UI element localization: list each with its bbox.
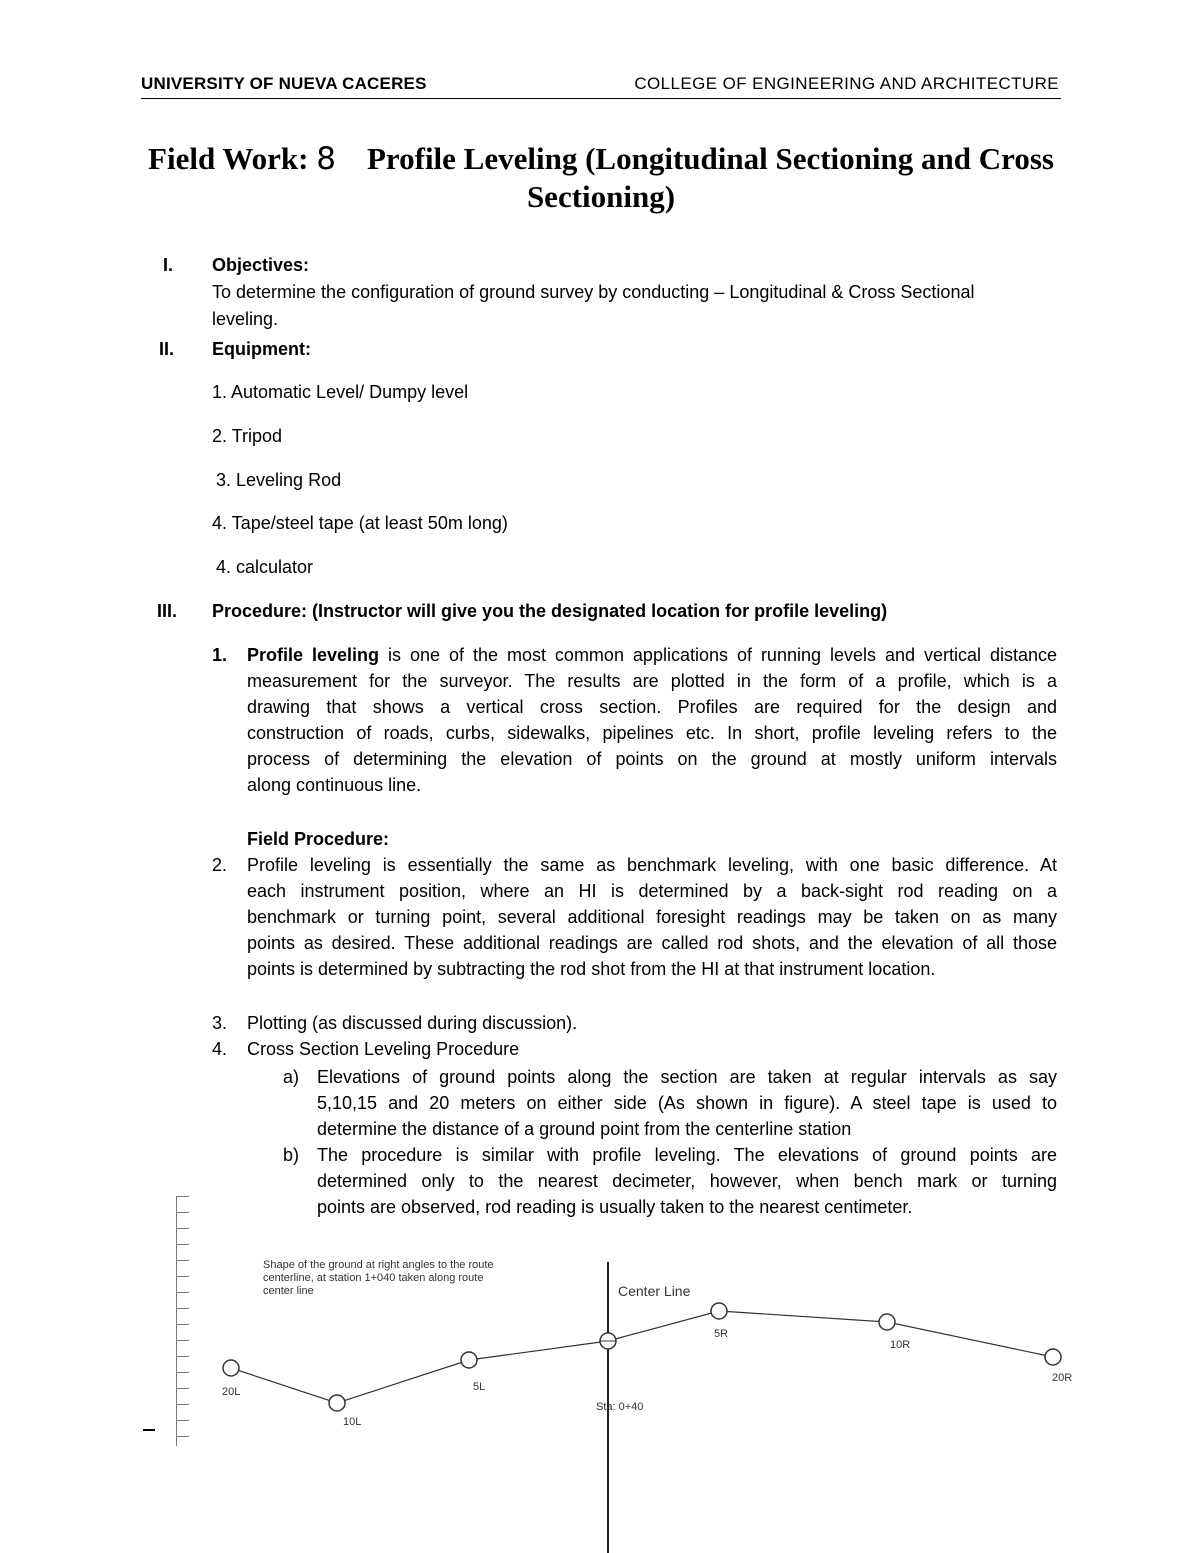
equipment-item: 3. Leveling Rod [216, 470, 342, 490]
station-point-10R [879, 1314, 895, 1330]
objectives-numeral: I. [163, 255, 174, 275]
equipment-item: 4. calculator [216, 557, 314, 577]
objectives-text-1: To determine the configuration of ground survey by conducting – Longitudinal & Cross Sectional [212, 282, 975, 302]
step-4-number: 4. [212, 1039, 228, 1059]
figure-caption-line: Shape of the ground at right angles to the route [263, 1259, 494, 1271]
step-4b-line: points are observed, rod reading is usually taken to the nearest centimeter. [317, 1197, 913, 1217]
step-4a-line: 5,10,15 and 20 meters on either side (As shown in figure). A steel tape is used to [317, 1093, 1057, 1113]
figure-caption-line: centerline, at station 1+040 taken along route [263, 1272, 484, 1284]
procedure-heading: Procedure: (Instructor will give you the designated location for profile leveling) [212, 601, 888, 621]
step-4a-line: Elevations of ground points along the section are taken at regular intervals as say [317, 1067, 1057, 1087]
station-label-text: Sta: 0+40 [596, 1401, 644, 1413]
center-line-label: Center Line [618, 1283, 691, 1299]
equipment-item: 2. Tripod [212, 426, 283, 446]
step-1-line: drawing that shows a vertical cross section. Profiles are required for the design and [247, 697, 1057, 717]
equipment-item: 1. Automatic Level/ Dumpy level [212, 382, 469, 402]
field-procedure-heading: Field Procedure: [247, 829, 390, 849]
step-1-line: construction of roads, curbs, sidewalks, pipelines etc. In short, profile leveling refers to the [247, 723, 1057, 743]
step-4-text: Cross Section Leveling Procedure [247, 1039, 520, 1059]
step-2-line: each instrument position, where an HI is determined by a back-sight rod reading on a [247, 881, 1057, 901]
step-1-line-rest: is one of the most common applications of running levels and vertical distance [388, 645, 1057, 665]
point-label-10L: 10L [343, 1416, 362, 1428]
step-2-number: 2. [212, 855, 228, 875]
title-number: 8 [316, 141, 336, 177]
station-point-20L [223, 1360, 239, 1376]
title-prefix: Field Work: [148, 141, 309, 176]
point-label-10R: 10R [890, 1339, 911, 1351]
station-point-20R [1045, 1349, 1061, 1365]
equipment-numeral: II. [159, 339, 175, 359]
step-4b-line: The procedure is similar with profile leveling. The elevations of ground points are [317, 1145, 1057, 1165]
step-2-line: Profile leveling is essentially the same as benchmark leveling, with one basic difference. At [247, 855, 1057, 875]
step-1-bold-lead: Profile leveling [247, 645, 380, 665]
title-line1-text: Profile Leveling (Longitudinal Sectioning and Cross [366, 141, 1054, 176]
step-4a-line: determine the distance of a ground point from the centerline station [317, 1119, 852, 1139]
header-university: UNIVERSITY OF NUEVA CACERES [141, 74, 427, 93]
point-label-5L: 5L [473, 1381, 486, 1393]
step-4b-label: b) [283, 1145, 300, 1165]
step-4a-label: a) [283, 1067, 300, 1087]
ground-profile [222, 1303, 1072, 1428]
step-3-number: 3. [212, 1013, 228, 1033]
objectives-text-2: leveling. [212, 309, 279, 329]
objectives-heading: Objectives: [212, 255, 310, 275]
procedure-numeral: III. [157, 601, 178, 621]
equipment-item: 4. Tape/steel tape (at least 50m long) [212, 513, 508, 533]
point-label-20L: 20L [222, 1386, 241, 1398]
header-college: COLLEGE OF ENGINEERING AND ARCHITECTURE [634, 74, 1059, 93]
station-point-5R [711, 1303, 727, 1319]
station-point-10L [329, 1395, 345, 1411]
step-1-line: process of determining the elevation of points on the ground at mostly uniform intervals [247, 749, 1057, 769]
step-4b-line: determined only to the nearest decimeter, however, when bench mark or turning [317, 1171, 1057, 1191]
title-line-2: Sectioning) [526, 179, 676, 214]
step-2-line: points is determined by subtracting the rod shot from the HI at that instrument location. [247, 959, 936, 979]
ground-profile-line [231, 1311, 1053, 1403]
step-3-text: Plotting (as discussed during discussion). [247, 1013, 578, 1033]
step-2-line: points as desired. These additional readings are called rod shots, and the elevation of all those [247, 933, 1057, 953]
step-1-line: measurement for the surveyor. The results are plotted in the form of a profile, which is a [247, 671, 1057, 691]
figure-caption-line: center line [263, 1285, 314, 1297]
equipment-heading: Equipment: [212, 339, 311, 359]
step-2-line: benchmark or turning point, several additional foresight readings may be taken on as many [247, 907, 1057, 927]
point-label-5R: 5R [714, 1328, 729, 1340]
station-point-5L [461, 1352, 477, 1368]
step-1-line: along continuous line. [247, 775, 422, 795]
point-label-20R: 20R [1052, 1372, 1073, 1384]
step-1-number: 1. [212, 645, 228, 665]
